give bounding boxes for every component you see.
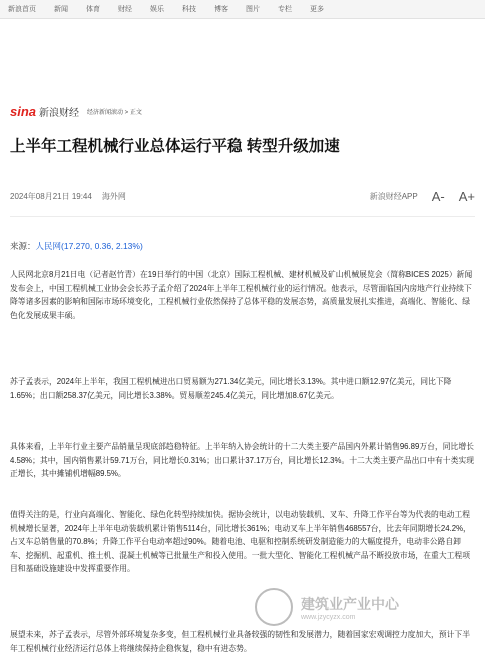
breadcrumb[interactable]: 经济新闻滚动 > 正文 <box>87 109 142 116</box>
finance-logo-text: 新浪财经 <box>39 107 80 119</box>
source-label: 来源： <box>10 241 36 251</box>
paragraph-3: 具体来看，上半年行业主要产品销量呈现底部趋稳特征。上半年纳入协会统计的十二大类主要产品国内外累计销售96.89万台，同比增长4.58%；其中，国内销售累计59.71万台，同比增长0.31%；出口累计37.17万台，同比增长12.3%。十二大类主要产品出口中有十类实现正增长，其中摊铺机增幅89.5%。 <box>10 442 474 478</box>
divider <box>10 216 475 217</box>
article-meta <box>10 188 475 204</box>
nav-home[interactable]: 新浪首页 <box>8 6 36 13</box>
source-line <box>10 240 143 252</box>
nav-more[interactable]: 更多 <box>310 6 324 13</box>
paragraph-5: 展望未来，苏子孟表示，尽管外部环境复杂多变，但工程机械行业具备较强的韧性和发展潜力，随着国家宏观调控力度加大，预计下半年工程机械行业经济运行总体上将继续保持企稳恢复，稳中有进态势。 <box>10 630 471 653</box>
watermark <box>255 588 399 626</box>
paragraph-2: 苏子孟表示，2024年上半年，我国工程机械进出口贸易额为271.34亿美元，同比增长3.13%。其中进口额12.97亿美元，同比下降1.65%；出口额258.37亿美元，同比增长3.38%。贸易顺差245.4亿美元，同比增加8.67亿美元。 <box>10 377 452 400</box>
building-icon <box>255 588 293 626</box>
sina-logo-text: sina <box>10 103 37 119</box>
outlet-name[interactable]: 海外网 <box>101 191 126 201</box>
watermark-text: 建筑业产业中心 <box>301 595 399 612</box>
app-label[interactable]: 新浪财经APP <box>369 191 418 201</box>
nav-sports[interactable]: 体育 <box>86 6 100 13</box>
paragraph-4: 值得关注的是，行业向高端化、智能化、绿色化转型持续加快。据协会统计，以电动装载机、叉车、升降工作平台等为代表的电动工程机械增长显著，2024年上半年电动装载机累计销售5114台，同比增长361%；电动叉车上半年销售468557台，比去年同期增长24.2%，占叉车总销售量的70.8%；升降工作平台电动率超过90%。随着电池、电驱和控制系统研发制造能力的大幅度提升，电动非公路自卸车、挖掘机、起重机、推土机、混凝土机械等已批量生产和投入使用。一批大型化、智能化工程机械产品不断投放市场，在重大工程项目和基础设施建设中发挥重要作用。 <box>10 510 471 573</box>
font-increase-icon[interactable]: A+ <box>458 188 475 204</box>
nav-finance[interactable]: 财经 <box>118 6 132 13</box>
publish-date: 2024年08月21日 19:44 <box>10 191 92 201</box>
stock-quote[interactable]: (17.270, 0.36, 2.13%) <box>61 241 143 251</box>
watermark-url: www.jzycyzx.com <box>301 613 356 621</box>
nav-blog[interactable]: 博客 <box>214 6 228 13</box>
nav-tech[interactable]: 科技 <box>182 6 196 13</box>
paragraph-1: 人民网北京8月21日电（记者赵竹青）在19日举行的中国（北京）国际工程机械、建材机械及矿山机械展览会（简称BICES 2025）新闻发布会上，中国工程机械工业协会会长苏子孟介绍了2024年上半年工程机械行业的运行情况。他表示，尽管面临国内房地产行业持续下降等诸多因素的影响和国际市场环境变化，工程机械行业依然保持了总体平稳的发展态势，高质量发展扎实推进，高端化、智能化、绿色化发展成果丰硕。 <box>10 270 473 320</box>
article-title: 上半年工程机械行业总体运行平稳 转型升级加速 <box>10 138 340 155</box>
nav-pics[interactable]: 图片 <box>246 6 260 13</box>
nav-news[interactable]: 新闻 <box>54 6 68 13</box>
source-link[interactable]: 人民网 <box>35 241 62 251</box>
sina-finance-logo[interactable] <box>10 104 79 119</box>
font-decrease-icon[interactable]: A- <box>431 188 445 204</box>
top-nav <box>0 0 485 19</box>
brand-bar <box>0 101 485 121</box>
nav-col[interactable]: 专栏 <box>278 6 292 13</box>
nav-ent[interactable]: 娱乐 <box>150 6 164 13</box>
